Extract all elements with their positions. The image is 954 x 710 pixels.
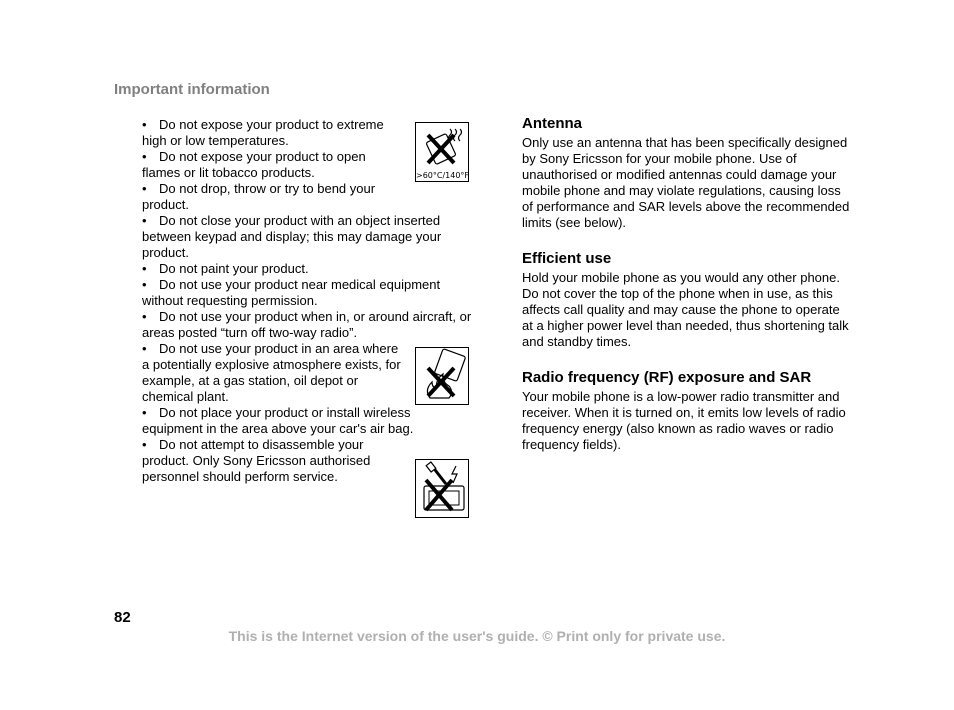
section-heading: Radio frequency (RF) exposure and SAR [522, 369, 812, 386]
bullet-item: • Do not place your product or install wireless equipment in the area above your car's air bag. [142, 405, 414, 436]
no-disassemble-icon [415, 459, 469, 518]
no-explosive-atmosphere-icon [415, 347, 469, 405]
bullet-item: • Do not use your product near medical equipment without requesting permission. [142, 277, 441, 308]
efficient-use-section [522, 251, 852, 350]
phone-heat-graphic [416, 123, 468, 169]
section-body: Only use an antenna that has been specifically designed by Sony Ericsson for your mobile phone. Use of unauthorised or modified antennas could damage your mobile phone and may violate regulations, causing loss of performance and SAR levels above the recommended limits (see below). [522, 135, 850, 230]
bullet-item: • Do not expose your product to extreme high or low temperatures. [142, 117, 384, 148]
temperature-label: >60°C/140°F [416, 171, 470, 180]
page-number: 82 [114, 609, 131, 626]
section-heading: Antenna [522, 115, 582, 132]
bullet-item: • Do not attempt to disassemble your product. Only Sony Ericsson authorised personnel should perform service. [142, 437, 371, 484]
no-heat-icon [415, 122, 469, 182]
bullet-item: • Do not close your product with an object inserted between keypad and display; this may damage your product. [142, 213, 442, 260]
antenna-section [522, 116, 852, 231]
screwdriver-device-graphic [416, 460, 468, 517]
section-heading: Efficient use [522, 250, 612, 267]
phone-flame-graphic [416, 348, 468, 404]
bullet-item: • Do not paint your product. [142, 261, 309, 276]
bullet-item: • Do not use your product when in, or around aircraft, or areas posted “turn off two-way radio”. [142, 309, 472, 340]
footer-notice: This is the Internet version of the user's guide. © Print only for private use. [228, 628, 726, 644]
section-body: Your mobile phone is a low-power radio transmitter and receiver. When it is turned on, it emits low levels of radio frequency energy (also known as radio waves or radio frequency fields). [522, 389, 846, 452]
section-body: Hold your mobile phone as you would any other phone. Do not cover the top of the phone when in use, as this affects call quality and may cause the phone to operate at a higher power level than needed, thus shortening talk and standby times. [522, 270, 849, 349]
bullet-item: • Do not use your product in an area where a potentially explosive atmosphere exists, for example, at a gas station, oil depot or chemical plant. [142, 341, 401, 404]
rf-exposure-section [522, 370, 852, 453]
bullet-item: • Do not expose your product to open flames or lit tobacco products. [142, 149, 366, 180]
bullet-item: • Do not drop, throw or try to bend your product. [142, 181, 376, 212]
right-column [522, 116, 852, 473]
section-title: Important information [114, 81, 270, 98]
